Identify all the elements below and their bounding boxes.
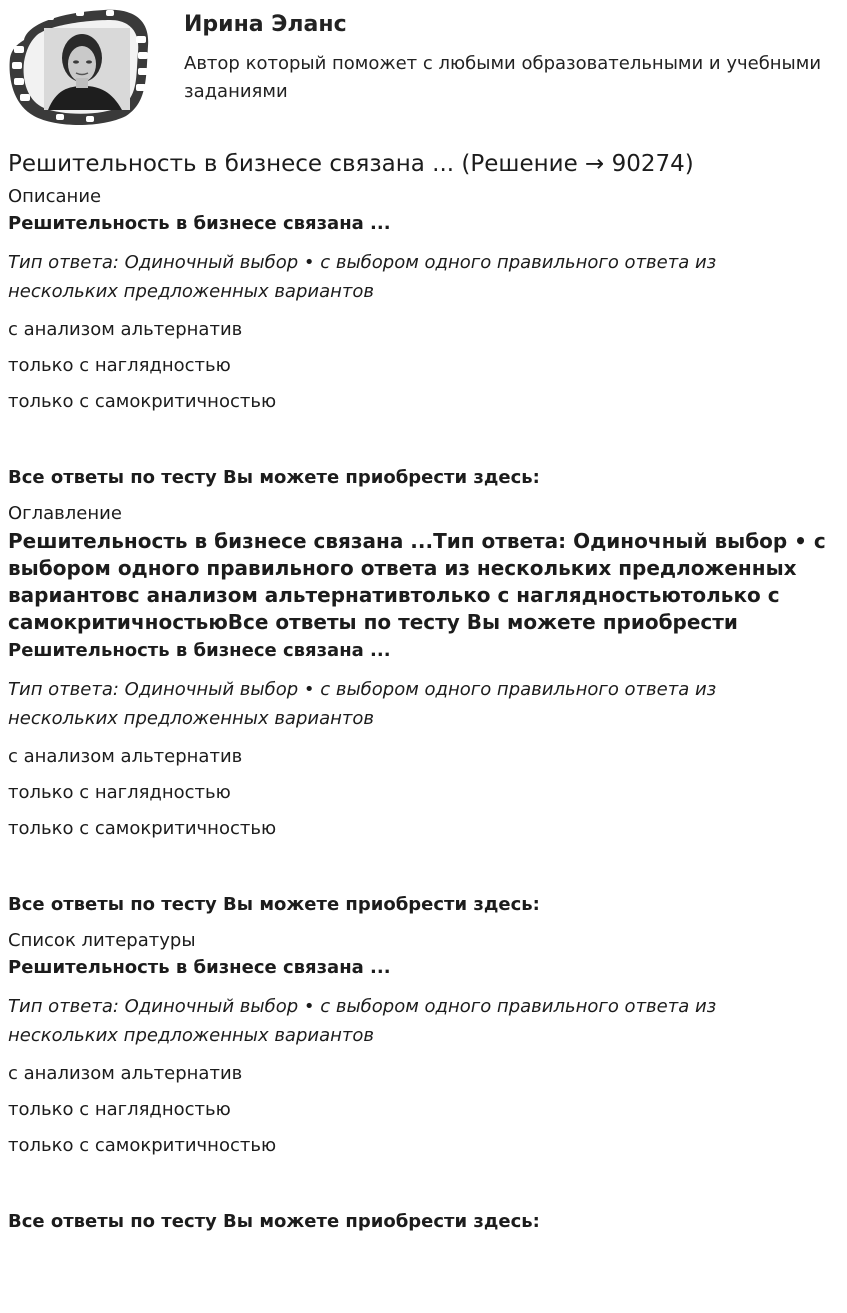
answer-option: только с самокритичностью bbox=[8, 818, 277, 839]
section-label-bibliography: Список литературы bbox=[8, 930, 196, 951]
section-label-description: Описание bbox=[8, 186, 102, 207]
answer-type: Тип ответа: Одиночный выбор • с выбором одного правильного ответа из нескольких предложенных вариантов bbox=[8, 679, 717, 729]
question-title: Решительность в бизнесе связана ... bbox=[8, 957, 391, 978]
author-avatar bbox=[6, 6, 152, 128]
buy-answers-text: Все ответы по тесту Вы можете приобрести здесь: bbox=[8, 1211, 540, 1232]
answer-option: только с самокритичностью bbox=[8, 1135, 277, 1156]
answer-option: с анализом альтернатив bbox=[8, 1063, 243, 1084]
question-title: Решительность в бизнесе связана ... bbox=[8, 213, 391, 234]
answer-type: Тип ответа: Одиночный выбор • с выбором одного правильного ответа из нескольких предложенных вариантов bbox=[8, 252, 717, 302]
description-section bbox=[8, 185, 828, 490]
answer-option: только с самокритичностью bbox=[8, 391, 277, 412]
main-content bbox=[8, 148, 828, 1246]
answer-option: с анализом альтернатив bbox=[8, 746, 243, 767]
bibliography-section bbox=[8, 929, 828, 1234]
question-title: Решительность в бизнесе связана ... bbox=[8, 640, 391, 661]
author-header bbox=[0, 0, 847, 130]
answer-option: только с наглядностью bbox=[8, 1099, 231, 1120]
answer-option: только с наглядностью bbox=[8, 782, 231, 803]
answer-type: Тип ответа: Одиночный выбор • с выбором одного правильного ответа из нескольких предложенных вариантов bbox=[8, 996, 717, 1046]
author-name: Ирина Эланс bbox=[184, 12, 347, 37]
toc-text: Решительность в бизнесе связана ...Тип ответа: Одиночный выбор • с выбором одного правильного ответа из нескольких предложенных вариантовс анализом альтернативтолько с наглядностьютолько с самокритичностьюВсе ответы по тесту Вы можете приобрести bbox=[8, 529, 826, 634]
buy-answers-text: Все ответы по тесту Вы можете приобрести здесь: bbox=[8, 467, 540, 488]
buy-answers-text: Все ответы по тесту Вы можете приобрести здесь: bbox=[8, 894, 540, 915]
answer-option: с анализом альтернатив bbox=[8, 319, 243, 340]
portrait-photo bbox=[44, 28, 130, 110]
toc-section bbox=[8, 502, 828, 917]
section-label-toc: Оглавление bbox=[8, 503, 122, 524]
page-title: Решительность в бизнесе связана ... (Решение → 90274) bbox=[8, 151, 694, 177]
author-description: Автор который поможет с любыми образовательными и учебными заданиями bbox=[184, 53, 822, 102]
answer-option: только с наглядностью bbox=[8, 355, 231, 376]
